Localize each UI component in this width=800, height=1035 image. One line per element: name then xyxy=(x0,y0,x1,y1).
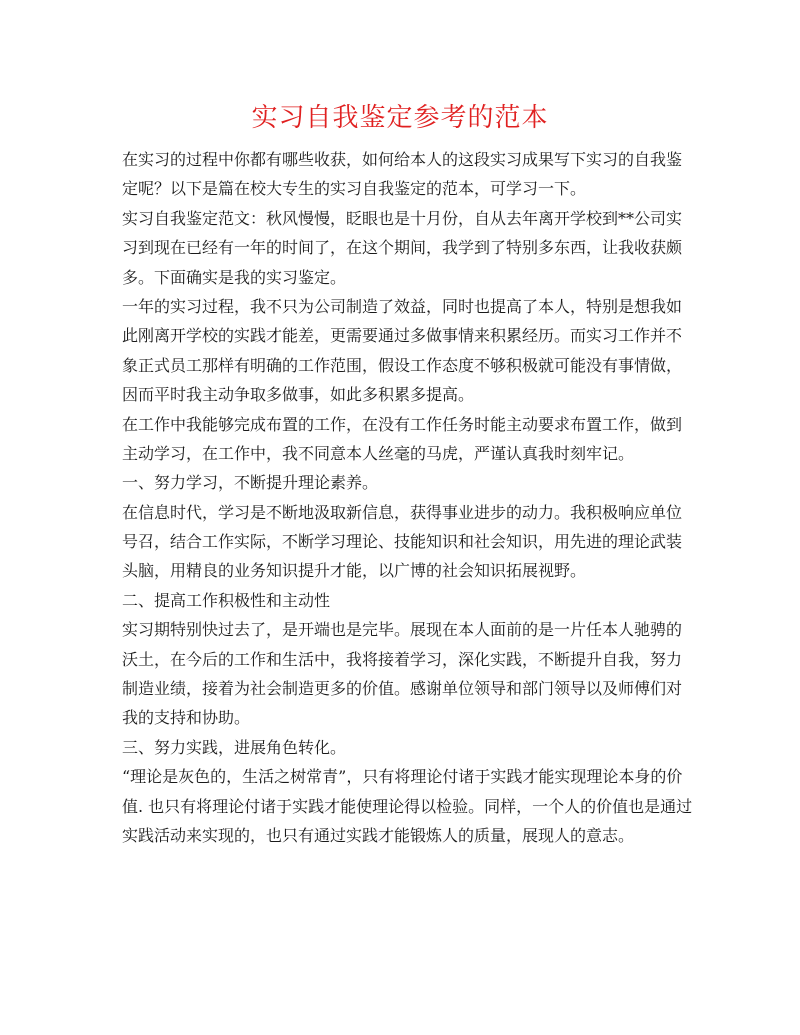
body-line: 在信息时代，学习是不断地汲取新信息，获得事业进步的动力。我积极响应单位 xyxy=(122,502,683,522)
body-line: 此刚离开学校的实践才能差，更需要通过多做事情来积累经历。而实习工作并不 xyxy=(122,326,683,346)
body-line: 主动学习，在工作中，我不同意本人丝毫的马虎，严谨认真我时刻牢记。 xyxy=(122,443,635,463)
body-line: 习到现在已经有一年的时间了，在这个期间，我学到了特别多东西，让我收获颇 xyxy=(122,238,683,258)
body-line: 多。下面确实是我的实习鉴定。 xyxy=(122,267,347,287)
body-line: 在工作中我能够完成布置的工作，在没有工作任务时能主动要求布置工作，做到 xyxy=(122,414,683,434)
body-line: 实习期特别快过去了，是开端也是完毕。展现在本人面前的是一片任本人驰骋的 xyxy=(122,620,683,640)
body-line: 定呢？以下是篇在校大专生的实习自我鉴定的范本，可学习一下。 xyxy=(122,179,587,199)
body-line: 因而平时我主动争取多做事，如此多积累多提高。 xyxy=(122,385,475,405)
body-line: “理论是灰色的，生活之树常青”，只有将理论付诸于实践才能实现理论本身的价 xyxy=(122,767,683,787)
body-line: 实践活动来实现的，也只有通过实践才能锻炼人的质量，展现人的意志。 xyxy=(122,825,635,845)
body-line: 值. 也只有将理论付诸于实践才能使理论得以检验。同样，一个人的价值也是通过 xyxy=(122,796,693,816)
body-line: 制造业绩，接着为社会制造更多的价值。感谢单位领导和部门领导以及师傅们对 xyxy=(122,679,683,699)
body-line: 实习自我鉴定范文：秋风慢慢，眨眼也是十月份，自从去年离开学校到**公司实 xyxy=(122,208,683,228)
body-line: 号召，结合工作实际，不断学习理论、技能知识和社会知识，用先进的理论武装 xyxy=(122,532,683,552)
body-line: 我的支持和协助。 xyxy=(122,708,251,728)
section-heading-1: 一、努力学习，不断提升理论素养。 xyxy=(122,473,379,493)
document-body xyxy=(122,145,693,850)
body-line: 头脑，用精良的业务知识提升才能，以广博的社会知识拓展视野。 xyxy=(122,561,587,581)
body-line: 一年的实习过程，我不只为公司制造了效益，同时也提高了本人，特别是想我如 xyxy=(122,296,683,316)
section-heading-3: 三、努力实践，进展角色转化。 xyxy=(122,737,347,757)
document-title: 实习自我鉴定参考的范本 xyxy=(251,103,549,133)
section-heading-2: 二、提高工作积极性和主动性 xyxy=(122,590,331,610)
body-line: 象正式员工那样有明确的工作范围，假设工作态度不够积极就可能没有事情做， xyxy=(122,355,683,375)
body-line: 在实习的过程中你都有哪些收获，如何给本人的这段实习成果写下实习的自我鉴 xyxy=(122,150,683,169)
body-line: 沃土，在今后的工作和生活中，我将接着学习，深化实践，不断提升自我，努力 xyxy=(122,649,683,669)
